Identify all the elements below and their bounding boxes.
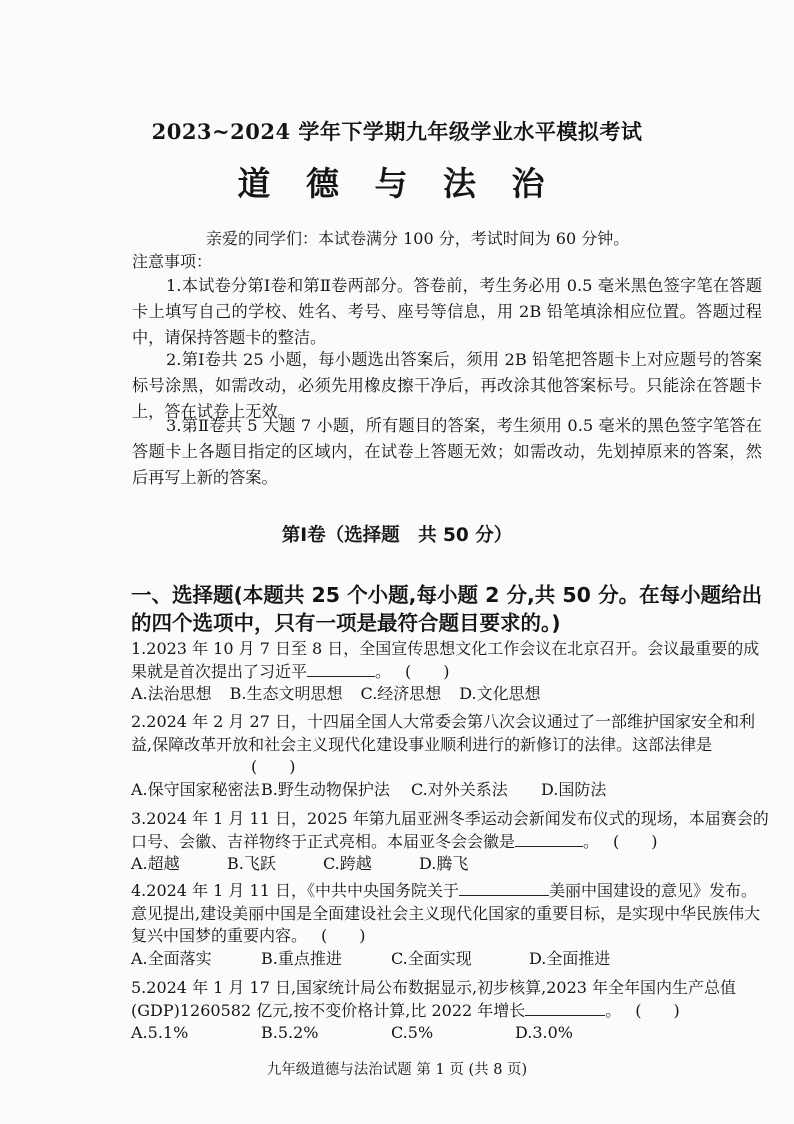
question-text-end: 。 [605, 1000, 622, 1020]
option-c: C.跨越 [323, 854, 372, 873]
answer-paren: ( ) [613, 831, 658, 851]
question [131, 808, 771, 876]
answer-paren: ( ) [251, 757, 296, 776]
subject-title: 道 德 与 法 治 [237, 164, 557, 203]
option-d: D.腾飞 [419, 854, 469, 873]
question-text-end: 美丽中国建设的意见》发布。意见提出,建设美丽中国是全面建设社会主义现代化国家的重要目标，是实现中华民族伟大复兴中国梦的重要内容。 [131, 881, 761, 945]
notice-item: 3.第Ⅱ卷共 5 大题 7 小题，所有题目的答案，考生须用 0.5 毫米的黑色签字笔答在答题卡上各题目指定的区域内，在试卷上答题无效；如需改动，先划掉原来的答案，然后再写上新的答案。 [132, 416, 762, 487]
question-stem [131, 977, 771, 1022]
question-text: 1.2023 年 10 月 7 日至 8 日，全国宣传思想文化工作会议在北京召开。会议最重要的成果就是首次提出了习近平 [131, 639, 760, 681]
option-c: C.全面实现 [391, 948, 472, 968]
option-b: B.飞跃 [227, 854, 276, 873]
answer-paren: ( ) [635, 1000, 680, 1020]
option-a: A.全面落实 [131, 948, 212, 968]
option-list [131, 948, 771, 971]
question-text-end: 。 [583, 831, 600, 851]
question-text: 5.2024 年 1 月 17 日,国家统计局公布数据显示,初步核算,2023 年全年国内生产总值(GDP)1260582 亿元,按不变价格计算,比 2022 年增长 [131, 978, 737, 1020]
question [131, 977, 771, 1045]
answer-blank [459, 881, 549, 896]
option-d: D.3.0% [515, 1023, 573, 1042]
option-c: C.经济思想 [360, 684, 442, 703]
part-title: 第Ⅰ卷（选择题 共 50 分） [281, 525, 513, 546]
question [131, 638, 771, 706]
answer-blank [515, 832, 583, 847]
section-heading: 一、选择题(本题共 25 个小题,每小题 2 分,共 50 分。在每小题给出的四个选项中，只有一项是最符合题目要求的。) [131, 583, 763, 635]
question-text: 3.2024 年 1 月 11 日，2025 年第九届亚洲冬季运动会新闻发布仪式的现场，本届赛会的口号、会徽、吉祥物终于正式亮相。本届亚冬会会徽是 [131, 809, 769, 851]
option-c: C.5% [391, 1023, 434, 1042]
option-b: B.重点推进 [261, 948, 342, 968]
option-list [131, 1022, 771, 1045]
question-stem [131, 808, 771, 853]
question-text: 4.2024 年 1 月 11 日，《中共中央国务院关于 [131, 881, 459, 900]
option-a: A.超越 [131, 854, 180, 873]
notice-title: 注意事项： [132, 252, 213, 271]
question [131, 880, 771, 970]
answer-blank [525, 1001, 605, 1016]
answer-paren: ( ) [321, 926, 366, 945]
option-a: A.保守国家秘密法 [131, 779, 260, 799]
greeting-line: 亲爱的同学们：本试卷满分 100 分，考试时间为 60 分钟。 [206, 229, 630, 248]
option-b: B.野生动物保护法 [261, 779, 390, 799]
option-d: D.全面推进 [529, 948, 611, 968]
question-stem [131, 880, 771, 948]
option-d: D.国防法 [541, 779, 607, 799]
answer-paren: ( ) [405, 661, 450, 681]
option-b: B.生态文明思想 [229, 684, 343, 703]
exam-title: 2023~2024 学年下学期九年级学业水平模拟考试 [151, 119, 643, 144]
page-footer: 九年级道德与法治试题 第 1 页 (共 8 页) [266, 1062, 528, 1078]
question [131, 711, 771, 801]
answer-blank [307, 662, 375, 677]
question-text: 2.2024 年 2 月 27 日，十四届全国人大常委会第八次会议通过了一部维护国家安全和利益,保障改革开放和社会主义现代化建设事业顺利进行的新修订的法律。这部法律是 [131, 712, 755, 754]
option-list [131, 779, 771, 802]
option-d: D.文化思想 [459, 684, 541, 703]
option-list [131, 683, 771, 706]
option-c: C.对外关系法 [411, 779, 508, 799]
option-a: A.法治思想 [131, 684, 212, 703]
notice-item: 1.本试卷分第Ⅰ卷和第Ⅱ卷两部分。答卷前，考生务必用 0.5 毫米黑色签字笔在答题卡上填写自己的学校、姓名、考号、座号等信息，用 2B 铅笔填涂相应位置。答题过程中，请保持答题卡的整洁。 [132, 276, 762, 347]
question-stem [131, 638, 771, 683]
notice-item: 2.第Ⅰ卷共 25 小题，每小题选出答案后，须用 2B 铅笔把答题卡上对应题号的答案标号涂黑，如需改动，必须先用橡皮擦干净后，再改涂其他答案标号。只能涂在答题卡上，答在试卷上无效。 [132, 350, 762, 421]
option-b: B.5.2% [261, 1023, 319, 1042]
option-a: A.5.1% [131, 1023, 189, 1042]
option-list [131, 853, 771, 876]
question-stem [131, 711, 771, 779]
question-text-end: 。 [375, 661, 392, 681]
